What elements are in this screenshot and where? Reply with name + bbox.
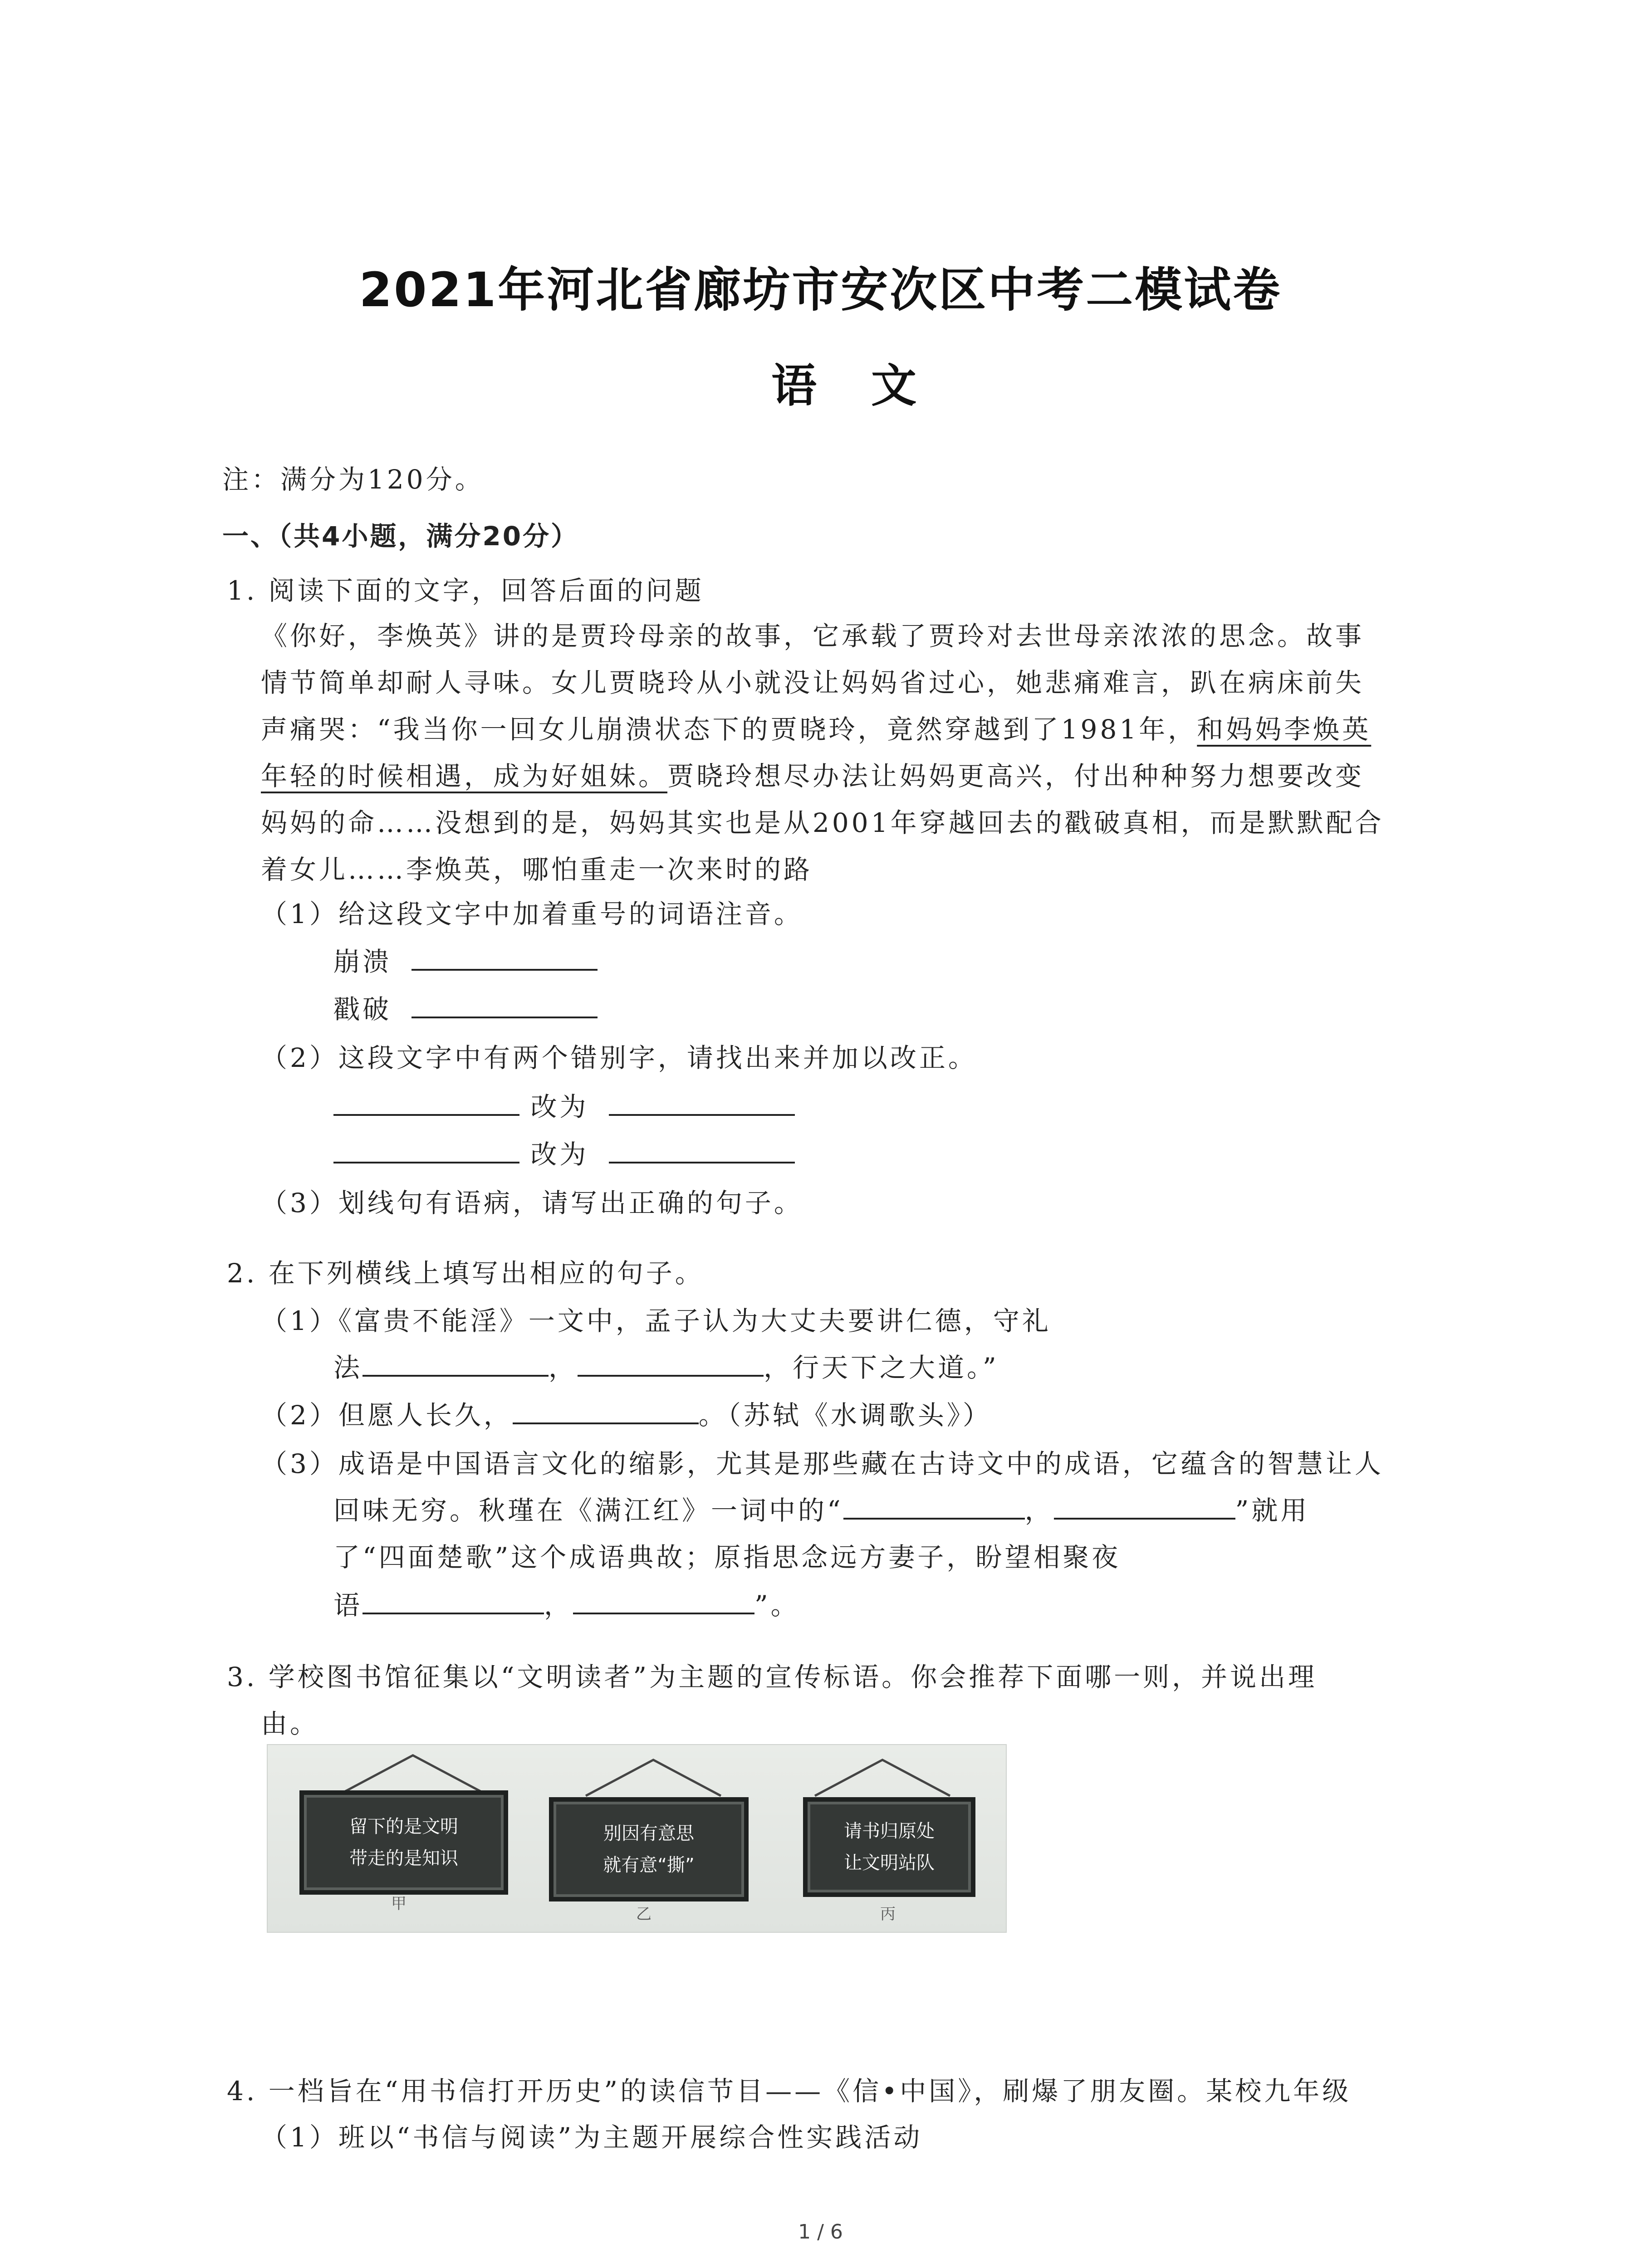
answer-blank[interactable] xyxy=(573,1586,754,1614)
q1-word-row xyxy=(333,940,598,978)
q2-text: （2）但愿人长久， xyxy=(261,1400,513,1431)
q1-passage-line: 《你好，李焕英》讲的是贾玲母亲的故事，它承载了贾玲对去世母亲浓浓的思念。故事 xyxy=(261,621,1365,651)
sign-text: 别因有意思 xyxy=(603,1823,694,1844)
page-number: 1 / 6 xyxy=(798,2220,843,2244)
change-to-label: 改为 xyxy=(530,1139,589,1170)
q2-stem: 2. 在下列横线上填写出相应的句子。 xyxy=(227,1258,704,1289)
q1-passage-text: 声痛哭：“我当你一回女儿崩溃状态下的贾晓玲，竟然穿越到了1981年， xyxy=(261,714,1197,745)
q2-text: ， xyxy=(1024,1495,1054,1526)
slogan-sign-jia xyxy=(299,1790,508,1895)
answer-blank[interactable] xyxy=(411,943,598,971)
answer-blank[interactable] xyxy=(411,990,598,1018)
q2-text: ， xyxy=(544,1590,573,1621)
answer-blank[interactable] xyxy=(333,1135,519,1163)
answer-blank[interactable] xyxy=(362,1586,544,1614)
q2-text: 回味无穷。秋瑾在《满江红》一词中的“ xyxy=(333,1495,843,1526)
subject-title: 语文 xyxy=(771,359,971,412)
word-label: 戳破 xyxy=(333,994,392,1025)
q2-line xyxy=(261,1394,992,1432)
answer-blank[interactable] xyxy=(1054,1491,1235,1520)
q1-sub2: （2）这段文字中有两个错别字，请找出来并加以改正。 xyxy=(261,1042,977,1073)
slogan-sign-bing xyxy=(803,1797,975,1897)
answer-blank[interactable] xyxy=(609,1088,795,1116)
q1-sub1: （1）给这段文字中加着重号的词语注音。 xyxy=(261,899,803,929)
q1-passage-line: 情节简单却耐人寻味。女儿贾晓玲从小就没让妈妈省过心，她悲痛难言，趴在病床前失 xyxy=(261,667,1365,698)
answer-blank[interactable] xyxy=(843,1491,1025,1520)
q1-sub3: （3）划线句有语病，请写出正确的句子。 xyxy=(261,1188,803,1218)
slogan-sign-yi xyxy=(549,1797,749,1901)
q2-text: ，行天下之大道。” xyxy=(764,1352,999,1383)
q3-stem: 由。 xyxy=(261,1708,319,1739)
q1-correction-row xyxy=(333,1085,795,1124)
q2-text: 法 xyxy=(333,1352,363,1383)
change-to-label: 改为 xyxy=(530,1091,589,1122)
q2-text: ”。 xyxy=(754,1590,800,1621)
q2-text: 语 xyxy=(333,1590,363,1621)
q2-line xyxy=(333,1584,800,1622)
q1-passage-text: 贾晓玲想尽办法让妈妈更高兴，付出种种努力想要改变 xyxy=(667,761,1365,792)
section-heading: 一、（共4小题，满分20分） xyxy=(222,521,579,552)
sign-text: 留下的是文明 xyxy=(349,1816,458,1837)
underlined-sentence: 和妈妈李焕英 xyxy=(1197,714,1372,745)
answer-blank[interactable] xyxy=(609,1135,795,1163)
sign-caption: 乙 xyxy=(636,1905,652,1923)
sign-text: 带走的是知识 xyxy=(349,1848,458,1869)
q1-passage-line: 着女儿……李焕英，哪怕重走一次来时的路 xyxy=(261,854,813,885)
answer-blank[interactable] xyxy=(513,1396,699,1424)
q2-text: ”就用 xyxy=(1235,1495,1310,1526)
sign-text: 请书归原处 xyxy=(844,1821,935,1842)
q3-stem: 3. 学校图书馆征集以“文明读者”为主题的宣传标语。你会推荐下面哪一则，并说出理 xyxy=(227,1662,1318,1692)
sign-caption: 甲 xyxy=(391,1895,407,1913)
q1-correction-row xyxy=(333,1133,795,1171)
q1-passage-line xyxy=(261,708,1371,746)
answer-blank[interactable] xyxy=(578,1349,764,1377)
q2-text: ， xyxy=(549,1352,578,1383)
q2-line xyxy=(333,1346,999,1384)
word-label: 崩溃 xyxy=(333,946,392,977)
q2-text: 。（苏轼《水调歌头》） xyxy=(698,1400,992,1431)
q1-stem: 1. 阅读下面的文字，回答后面的问题 xyxy=(227,575,704,606)
score-note: 注：满分为120分。 xyxy=(222,464,484,495)
q2-line: （1）《富贵不能淫》一文中，孟子认为大丈夫要讲仁德，守礼 xyxy=(261,1305,1051,1336)
q4-stem: 4. 一档旨在“用书信打开历史”的读信节目——《信•中国》，刷爆了朋友圈。某校九年级 xyxy=(227,2076,1352,2107)
q4-stem: （1）班以“书信与阅读”为主题开展综合性实践活动 xyxy=(261,2122,923,2153)
underlined-sentence: 年轻的时候相遇，成为好姐妹。 xyxy=(261,761,668,792)
sign-text: 让文明站队 xyxy=(844,1853,935,1873)
q1-passage-line xyxy=(261,755,1364,793)
q2-line: （3）成语是中国语言文化的缩影，尤其是那些藏在古诗文中的成语，它蕴含的智慧让人 xyxy=(261,1448,1384,1479)
q2-line: 了“四面楚歌”这个成语典故；原指思念远方妻子，盼望相聚夜 xyxy=(333,1542,1121,1573)
page-title: 2021年河北省廊坊市安次区中考二模试卷 xyxy=(359,262,1282,318)
sign-text: 就有意“撕” xyxy=(603,1855,695,1876)
slogan-photo xyxy=(267,1744,1007,1933)
q1-passage-line: 妈妈的命……没想到的是，妈妈其实也是从2001年穿越回去的戳破真相，而是默默配合 xyxy=(261,807,1384,838)
q1-word-row xyxy=(333,988,598,1026)
q2-line xyxy=(333,1489,1309,1527)
answer-blank[interactable] xyxy=(362,1349,549,1377)
answer-blank[interactable] xyxy=(333,1088,519,1116)
sign-caption: 丙 xyxy=(880,1905,896,1923)
